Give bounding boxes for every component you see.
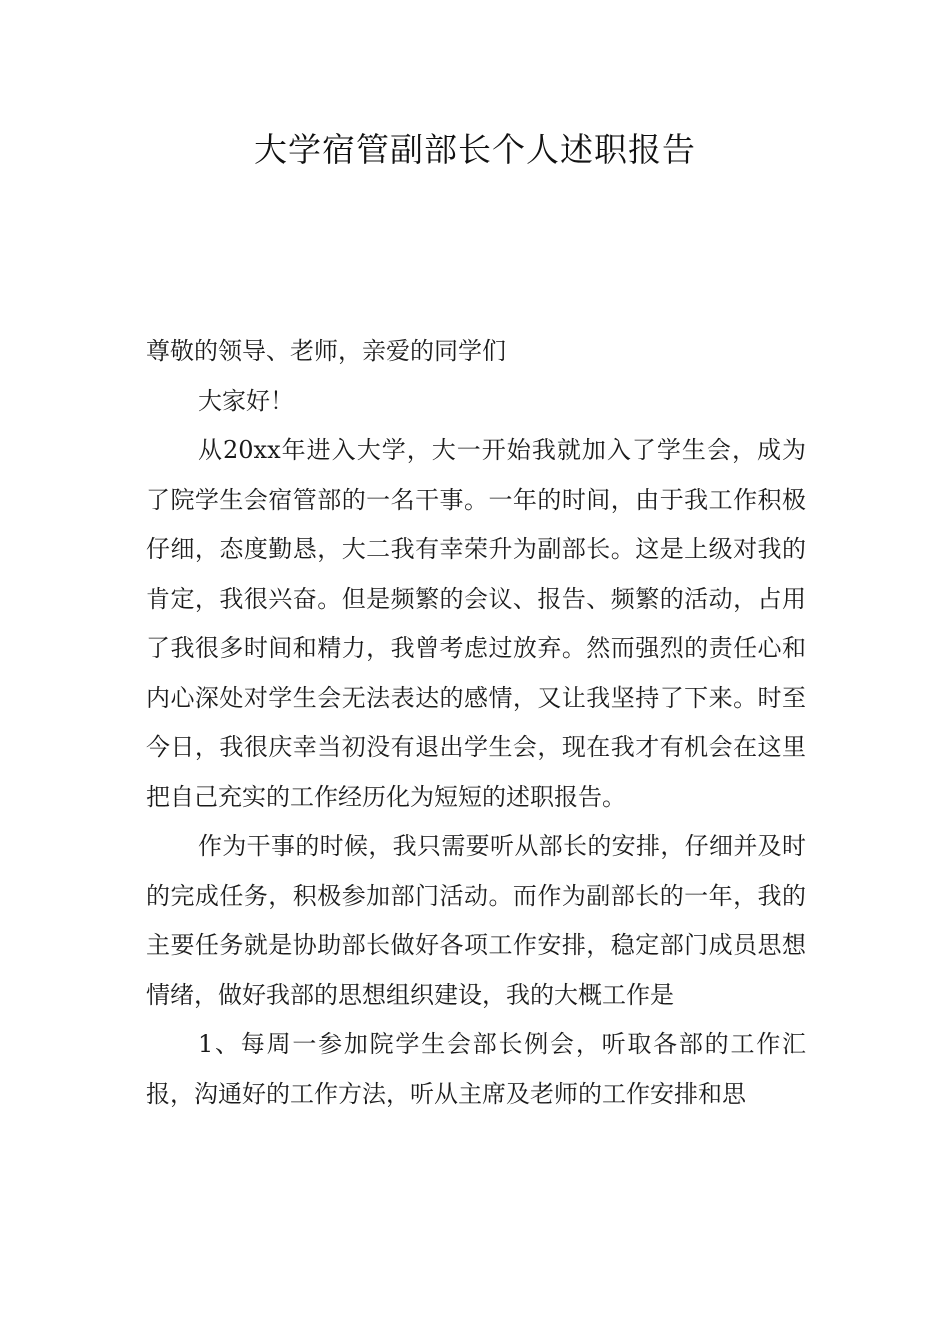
paragraph-task-item-1: 1、每周一参加院学生会部长例会，听取各部的工作汇报，沟通好的工作方法，听从主席及老师的工作安排和思 <box>146 1030 806 1108</box>
paragraph-greeting: 大家好！ <box>198 386 294 415</box>
document-body <box>146 327 806 1119</box>
document-title: 大学宿管副部长个人述职报告 <box>254 130 696 169</box>
salutation: 尊敬的领导、老师，亲爱的同学们 <box>146 337 506 365</box>
paragraph-introduction: 从20xx年进入大学，大一开始我就加入了学生会，成为了院学生会宿管部的一名干事。一年的时间，由于我工作积极仔细，态度勤恳，大二我有幸荣升为副部长。这是上级对我的肯定，我很兴奋。但是频繁的会议、报告、频繁的活动，占用了我很多时间和精力，我曾考虑过放弃。然而强烈的责任心和内心深处对学生会无法表达的感情，又让我坚持了下来。时至今日，我很庆幸当初没有退出学生会，现在我才有机会在这里把自己充实的工作经历化为短短的述职报告。 <box>146 436 806 811</box>
paragraph-role-description: 作为干事的时候，我只需要听从部长的安排，仔细并及时的完成任务，积极参加部门活动。而作为副部长的一年，我的主要任务就是协助部长做好各项工作安排，稳定部门成员思想情绪，做好我部的思想组织建设，我的大概工作是 <box>146 832 806 1009</box>
